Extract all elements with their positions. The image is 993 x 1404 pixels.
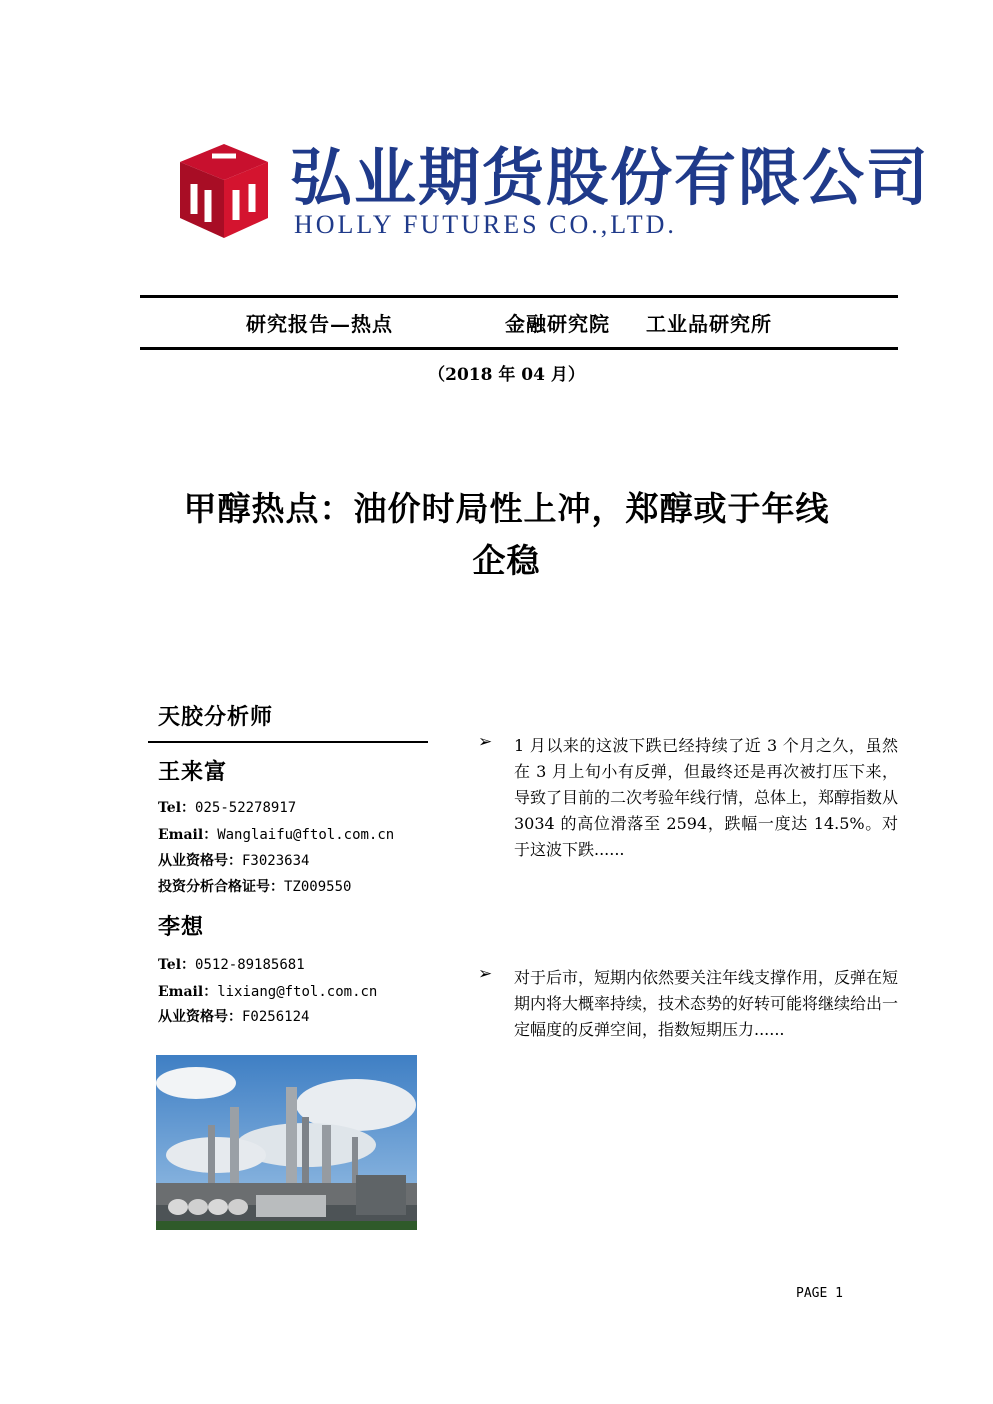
- tel-value: 0512-89185681: [195, 957, 305, 973]
- tel-label: Tel：: [158, 957, 196, 973]
- bullet-text: 对于后市，短期内依然要关注年线支撑作用，反弹在短期内将大概率持续，技术态势的好转可能将继续给出一定幅度的反弹空间，指数短期压力......: [514, 968, 899, 1039]
- analyst-cert: [158, 876, 351, 896]
- license-label: 从业资格号：: [158, 1009, 242, 1025]
- institute-name: 金融研究院: [505, 312, 610, 336]
- refinery-photo: [156, 1055, 417, 1230]
- arrow-bullet-icon: ➢: [478, 732, 493, 752]
- cert-value: TZ009550: [284, 879, 352, 895]
- email-label: Email：: [158, 827, 218, 843]
- report-title: [140, 483, 873, 587]
- email-value[interactable]: Wanglaifu@ftol.com.cn: [217, 827, 395, 843]
- analysts-heading: 天胶分析师: [158, 704, 274, 730]
- analyst-name: 李想: [158, 914, 205, 940]
- analyst-license: [158, 1006, 309, 1026]
- cert-label: 投资分析合格证号：: [158, 879, 284, 895]
- tel-label: Tel：: [158, 800, 196, 816]
- tel-value: 025-52278917: [195, 800, 297, 816]
- analyst-email: [158, 981, 377, 1001]
- bullet-text: 1 月以来的这波下跌已经持续了近 3 个月之久，虽然在 3 月上旬小有反弹，但最终还是再次被打压下来，导致了目前的二次考验年线行情，总体上，郑醇指数从 3034 的高位滑落至 2594，跌幅一度达 14.5%。对于这波下跌......: [514, 736, 899, 859]
- header-rule-top: [140, 295, 898, 298]
- title-line-1: 甲醇热点：油价时局性上冲，郑醇或于年线: [183, 489, 830, 528]
- header-rule-bottom: [140, 347, 898, 350]
- analyst-name: 王来富: [158, 759, 228, 785]
- analyst-email: [158, 824, 394, 844]
- company-name-cn: 弘业期货股份有限公司: [290, 141, 931, 214]
- license-value: F3023634: [242, 853, 310, 869]
- page-number: PAGE 1: [796, 1286, 843, 1301]
- analyst-license: [158, 850, 309, 870]
- division-name: 工业品研究所: [646, 312, 772, 336]
- logo-cube-icon: [178, 140, 270, 240]
- license-value: F0256124: [242, 1009, 310, 1025]
- company-name-en: HOLLY FUTURES CO.,LTD.: [294, 210, 677, 239]
- report-type: 研究报告—热点: [246, 312, 393, 336]
- analyst-tel: [158, 797, 296, 817]
- email-label: Email：: [158, 984, 218, 1000]
- analysts-rule: [148, 741, 428, 743]
- company-logo: [178, 140, 931, 250]
- license-label: 从业资格号：: [158, 853, 242, 869]
- analyst-tel: [158, 954, 305, 974]
- arrow-bullet-icon: ➢: [478, 964, 493, 984]
- title-line-2: 企稳: [472, 541, 541, 580]
- report-date: （2018 年 04 月）: [428, 365, 585, 385]
- email-value[interactable]: lixiang@ftol.com.cn: [217, 984, 378, 1000]
